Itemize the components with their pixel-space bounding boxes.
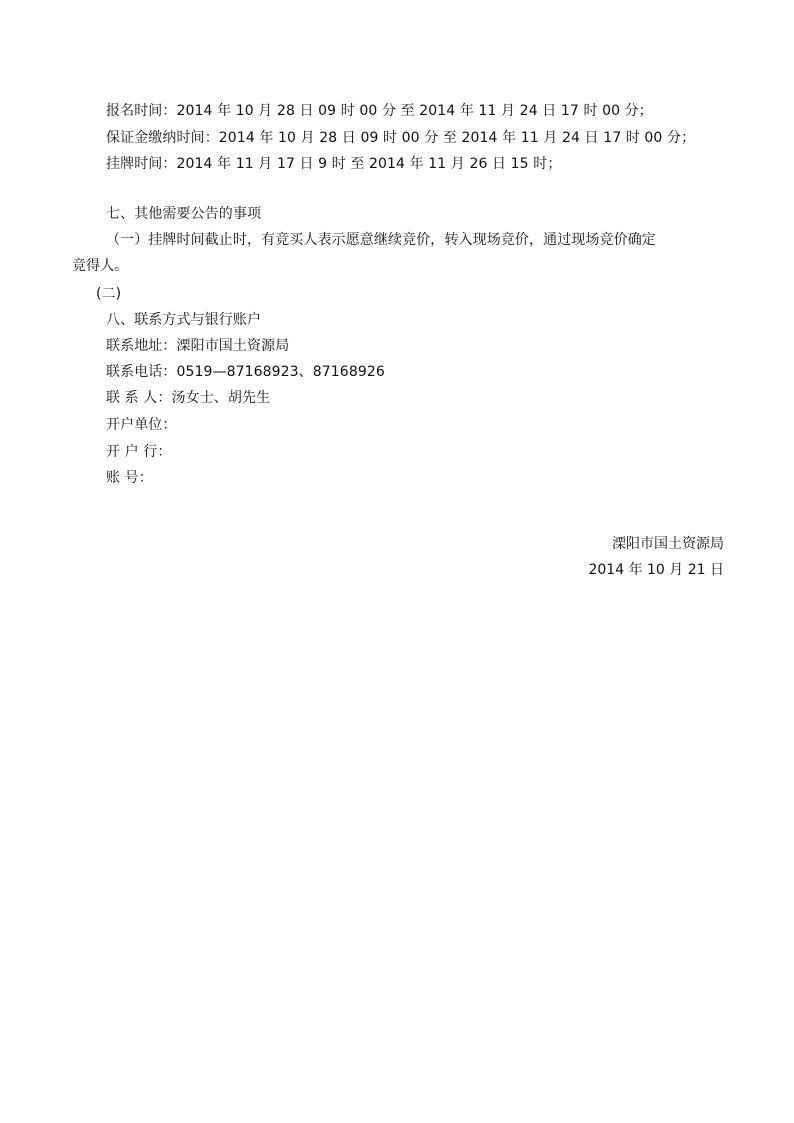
section-seven-item-two: (二) bbox=[96, 286, 122, 302]
section-seven-item-one-line1: （一）挂牌时间截止时，有竞买人表示愿意继续竞价，转入现场竞价，通过现场竞价确定 bbox=[106, 232, 656, 248]
contact-address-line: 联系地址：溧阳市国土资源局 bbox=[106, 338, 290, 354]
bank-line: 开 户 行： bbox=[106, 444, 172, 460]
account-number-line: 账 号： bbox=[106, 470, 153, 486]
registration-time-line: 报名时间：2014 年 10 月 28 日 09 时 00 分 至 2014 年 11 月 24 日 17 时 00 分； bbox=[106, 103, 653, 119]
account-unit-line: 开户单位： bbox=[106, 417, 177, 433]
signature-date: 2014 年 10 月 21 日 bbox=[588, 562, 724, 578]
section-seven-item-one-line2: 竞得人。 bbox=[72, 258, 129, 274]
section-seven-heading: 七、其他需要公告的事项 bbox=[106, 206, 262, 222]
deposit-payment-time-line: 保证金缴纳时间：2014 年 10 月 28 日 09 时 00 分 至 2014 年 11 月 24 日 17 时 00 分； bbox=[106, 130, 696, 146]
listing-time-line: 挂牌时间：2014 年 11 月 17 日 9 时 至 2014 年 11 月 26 日 15 时； bbox=[106, 156, 562, 172]
section-eight-heading: 八、联系方式与银行账户 bbox=[106, 312, 262, 328]
contact-person-line: 联 系 人：汤女士、胡先生 bbox=[106, 390, 271, 406]
contact-phone-line: 联系电话：0519—87168923、87168926 bbox=[106, 364, 385, 380]
signature-organization: 溧阳市国土资源局 bbox=[612, 536, 724, 552]
